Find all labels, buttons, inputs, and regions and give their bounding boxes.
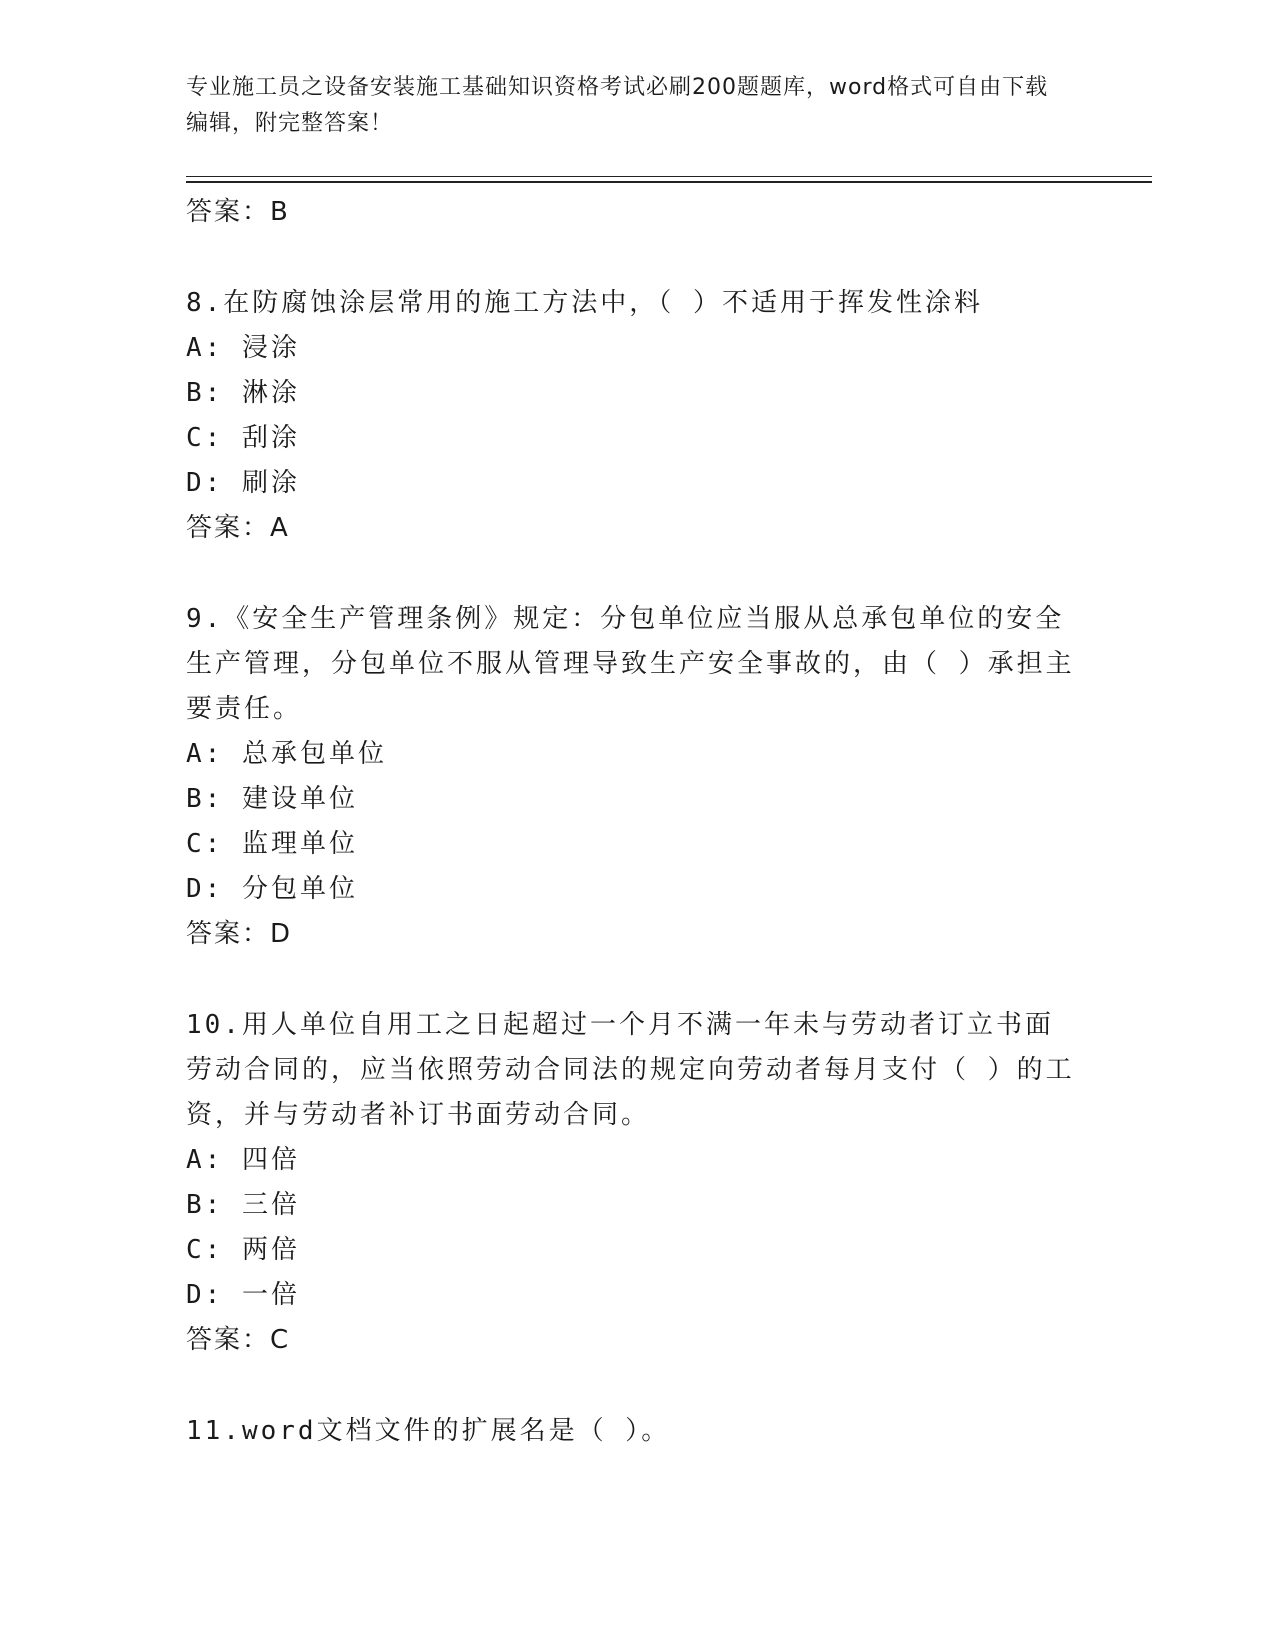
option-d: D: 一倍 [186, 1280, 300, 1310]
question-10 [186, 1003, 1076, 1363]
question-8 [186, 281, 1076, 551]
option-b: B: 三倍 [186, 1190, 300, 1220]
option-c: C: 刮涂 [186, 423, 300, 453]
option-a: A: 四倍 [186, 1145, 300, 1175]
previous-answer: 答案：B [186, 197, 290, 227]
question-11 [186, 1409, 1076, 1454]
option-c: C: 两倍 [186, 1235, 300, 1265]
header-divider [186, 176, 1152, 177]
option-a: A: 浸涂 [186, 333, 300, 363]
question-stem: 8.在防腐蚀涂层常用的施工方法中，（ ）不适用于挥发性涂料 [186, 288, 983, 318]
question-9 [186, 597, 1076, 957]
option-d: D: 刷涂 [186, 468, 300, 498]
option-a: A: 总承包单位 [186, 739, 387, 769]
document-header: 专业施工员之设备安装施工基础知识资格考试必刷200题题库，word格式可自由下载编辑，附完整答案！ [186, 75, 1049, 136]
question-stem: 9.《安全生产管理条例》规定：分包单位应当服从总承包单位的安全生产管理，分包单位不服从管理导致生产安全事故的，由（ ）承担主要责任。 [186, 604, 1075, 724]
option-b: B: 淋涂 [186, 378, 300, 408]
answer-line: 答案：A [186, 513, 290, 543]
answer-line: 答案：C [186, 1325, 291, 1355]
header-divider-bold [186, 181, 1152, 183]
question-list [186, 190, 1076, 1454]
option-d: D: 分包单位 [186, 874, 358, 904]
option-b: B: 建设单位 [186, 784, 358, 814]
question-stem: 10.用人单位自用工之日起超过一个月不满一年未与劳动者订立书面劳动合同的，应当依照劳动合同法的规定向劳动者每月支付（ ）的工资，并与劳动者补订书面劳动合同。 [186, 1010, 1075, 1130]
question-stem: 11.word文档文件的扩展名是（ ）。 [186, 1416, 671, 1446]
answer-line: 答案：D [186, 919, 293, 949]
option-c: C: 监理单位 [186, 829, 358, 859]
